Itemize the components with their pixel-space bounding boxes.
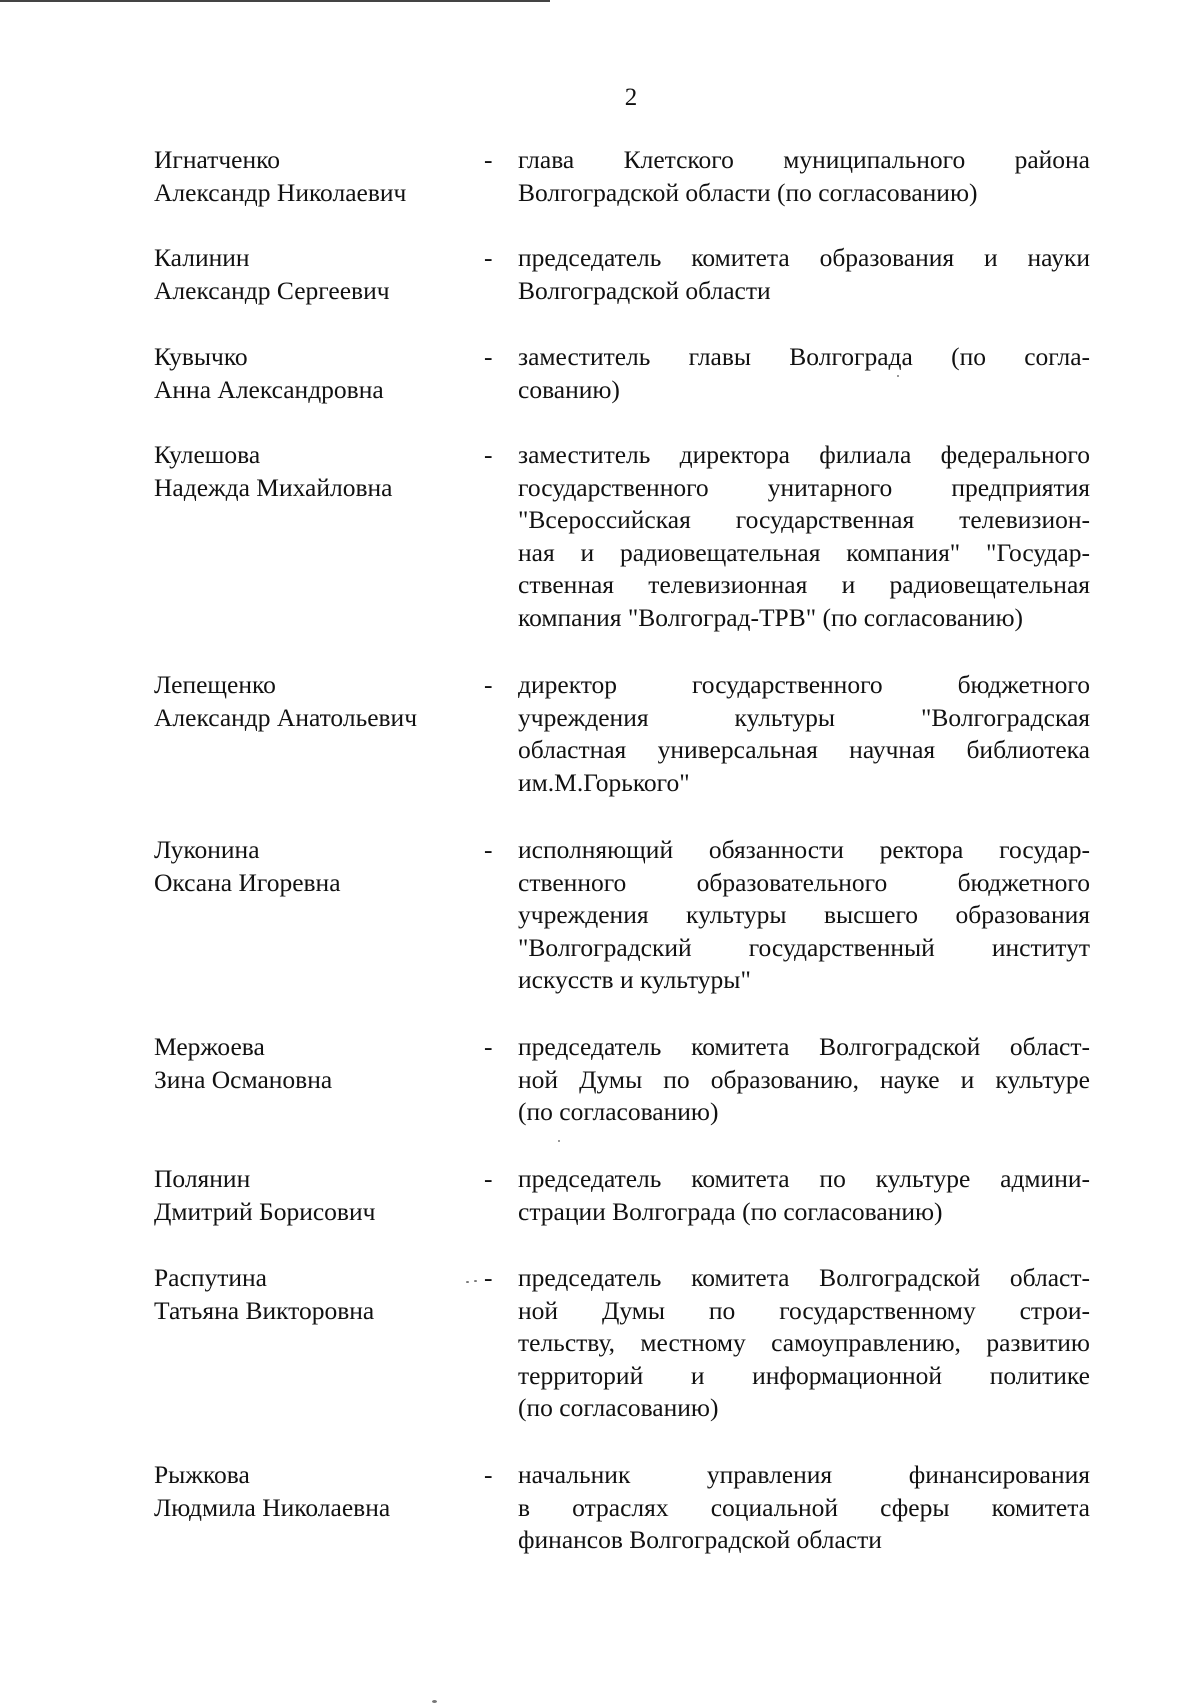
position-line: "Всероссийская государственная телевизион-: [518, 505, 1090, 534]
position-line: ная и радиовещательная компания" "Государ-: [518, 537, 1090, 567]
member-given-name: Александр Николаевич: [154, 177, 407, 207]
member-given-name: Анна Александровна: [154, 374, 384, 404]
member-given-name: Оксана Игоревна: [154, 867, 341, 897]
member-name: [154, 242, 474, 307]
member-surname: Кувычко: [154, 342, 248, 371]
member-surname: Распутина: [154, 1263, 267, 1292]
position-line: в отраслях социальной сферы комитета: [518, 1492, 1090, 1522]
top-scan-edge-line: [0, 0, 550, 2]
member-surname: Мержоева: [154, 1032, 265, 1061]
member-name: [154, 1031, 474, 1096]
entry-dash: -: [484, 1460, 493, 1489]
position-line: ной Думы по государственному строи-: [518, 1295, 1090, 1325]
member-given-name: Людмила Николаевна: [154, 1492, 391, 1522]
member-surname: Калинин: [154, 243, 250, 272]
position-line: учреждения культуры высшего образования: [518, 900, 1090, 929]
entry-dash: -: [484, 243, 493, 272]
position-line: глава Клетского муниципального района: [518, 145, 1090, 174]
member-position: [518, 144, 1090, 209]
member-surname: Рыжкова: [154, 1460, 250, 1489]
position-line: (по согласованию): [518, 1097, 719, 1126]
scan-speck: [558, 1140, 560, 1142]
position-line: сованию): [518, 374, 620, 404]
entry-dash: -: [484, 1032, 493, 1061]
member-given-name: Александр Сергеевич: [154, 275, 390, 305]
position-line: директор государственного бюджетного: [518, 670, 1090, 699]
position-line: исполняющий обязанности ректора государ-: [518, 835, 1090, 864]
member-surname: Кулешова: [154, 440, 261, 469]
member-name: [154, 144, 474, 209]
member-position: [518, 341, 1090, 406]
position-line: областная универсальная научная библиотека: [518, 735, 1090, 764]
page-number: 2: [624, 84, 638, 111]
position-line: компания "Волгоград-ТРВ" (по согласованию): [518, 602, 1023, 632]
member-name: [154, 1163, 474, 1228]
position-line: ственного образовательного бюджетного: [518, 867, 1090, 897]
member-given-name: Александр Анатольевич: [154, 702, 418, 732]
member-name: [154, 439, 474, 504]
scan-speck: [474, 1280, 477, 1282]
entry-dash: -: [484, 1164, 493, 1193]
position-line: Волгоградской области (по согласованию): [518, 177, 978, 207]
member-name: [154, 834, 474, 899]
member-position: [518, 1163, 1090, 1228]
position-line: им.М.Горького": [518, 767, 690, 797]
position-line: государственного унитарного предприятия: [518, 472, 1090, 502]
position-line: искусств и культуры": [518, 965, 751, 994]
position-line: учреждения культуры "Волгоградская: [518, 702, 1090, 732]
entry-dash: -: [484, 1263, 493, 1292]
member-name: [154, 1459, 474, 1524]
member-given-name: Татьяна Викторовна: [154, 1295, 375, 1325]
position-line: начальник управления финансирования: [518, 1460, 1090, 1489]
scan-speck: [432, 1700, 437, 1703]
member-position: [518, 1262, 1090, 1425]
position-line: председатель комитета Волгоградской област-: [518, 1263, 1090, 1292]
position-line: председатель комитета образования и науки: [518, 243, 1090, 272]
position-line: ной Думы по образованию, науке и культуре: [518, 1064, 1090, 1094]
position-line: тельству, местному самоуправлению, развитию: [518, 1328, 1090, 1357]
member-name: [154, 341, 474, 406]
member-given-name: Надежда Михайловна: [154, 472, 393, 502]
member-position: [518, 669, 1090, 799]
member-position: [518, 1459, 1090, 1557]
entry-dash: -: [484, 440, 493, 469]
member-surname: Полянин: [154, 1164, 251, 1193]
scan-speck: [466, 1281, 469, 1283]
entry-dash: -: [484, 145, 493, 174]
member-position: [518, 834, 1090, 997]
position-line: заместитель директора филиала федерального: [518, 440, 1090, 469]
entry-dash: -: [484, 342, 493, 371]
position-line: территорий и информационной политике: [518, 1360, 1090, 1390]
member-surname: Луконина: [154, 835, 260, 864]
member-position: [518, 1031, 1090, 1129]
member-name: [154, 1262, 474, 1327]
position-line: ственная телевизионная и радиовещательная: [518, 570, 1090, 599]
entry-dash: -: [484, 835, 493, 864]
member-surname: Игнатченко: [154, 145, 280, 174]
member-surname: Лепещенко: [154, 670, 276, 699]
position-line: (по согласованию): [518, 1393, 719, 1422]
position-line: заместитель главы Волгограда (по согла-: [518, 342, 1090, 371]
position-line: председатель комитета Волгоградской област-: [518, 1032, 1090, 1061]
position-line: страции Волгограда (по согласованию): [518, 1196, 943, 1226]
position-line: финансов Волгоградской области: [518, 1525, 882, 1554]
scan-speck: [897, 375, 899, 377]
member-position: [518, 242, 1090, 307]
member-given-name: Дмитрий Борисович: [154, 1196, 376, 1226]
position-line: председатель комитета по культуре админи-: [518, 1164, 1090, 1193]
position-line: Волгоградской области: [518, 275, 771, 305]
member-name: [154, 669, 474, 734]
position-line: "Волгоградский государственный институт: [518, 932, 1090, 962]
member-given-name: Зина Османовна: [154, 1064, 333, 1094]
member-position: [518, 439, 1090, 634]
entry-dash: -: [484, 670, 493, 699]
